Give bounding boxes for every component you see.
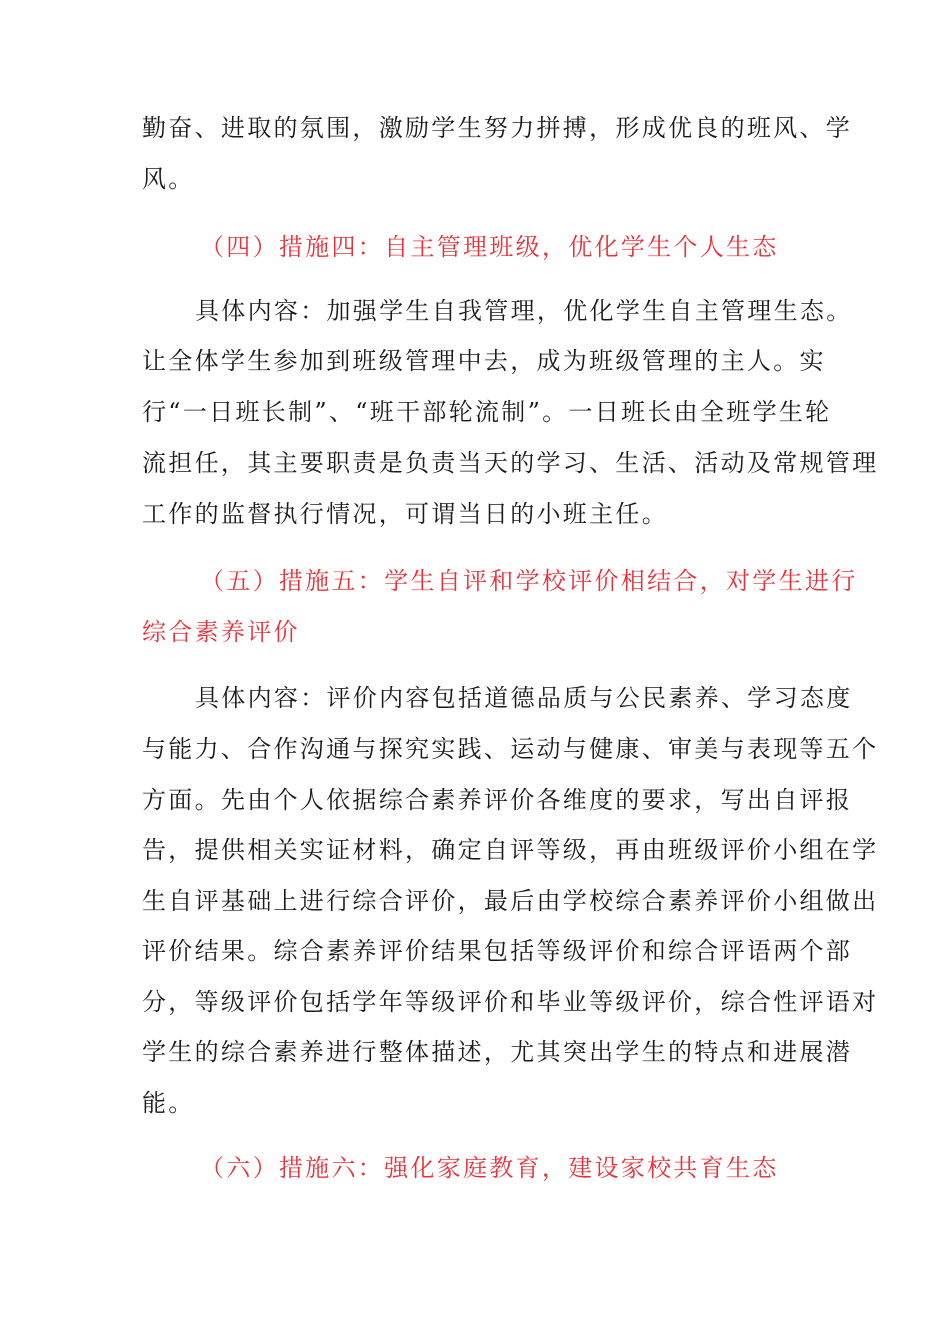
paragraph-line: 行“一日班长制”、“班干部轮流制”。一日班长由全班学生轮 (142, 398, 832, 426)
paragraph-line: 学生的综合素养进行整体描述，尤其突出学生的特点和进展潜 (142, 1038, 853, 1066)
paragraph-line: 工作的监督执行情况，可谓当日的小班主任。 (142, 500, 668, 528)
paragraph-line: 让全体学生参加到班级管理中去，成为班级管理的主人。实 (142, 347, 826, 375)
paragraph-line: 生自评基础上进行综合评价，最后由学校综合素养评价小组做出 (142, 887, 879, 915)
paragraph-line: 具体内容：加强学生自我管理，优化学生自主管理生态。 (195, 297, 853, 325)
section-heading-5-cont: 综合素养评价 (142, 618, 300, 646)
paragraph-line: 流担任，其主要职责是负责当天的学习、生活、活动及常规管理 (142, 449, 879, 477)
section-heading-5: （五）措施五：学生自评和学校评价相结合，对学生进行 (200, 567, 858, 595)
paragraph-line: 与能力、合作沟通与探究实践、运动与健康、审美与表现等五个 (142, 735, 879, 763)
paragraph-line: 能。 (142, 1089, 195, 1117)
section-heading-4: （四）措施四：自主管理班级，优化学生个人生态 (200, 233, 779, 261)
section-heading-6: （六）措施六：强化家庭教育，建设家校共育生态 (200, 1154, 779, 1182)
paragraph-line: 评价结果。综合素养评价结果包括等级评价和综合评语两个部 (142, 937, 853, 965)
paragraph-line: 勤奋、进取的氛围，激励学生努力拼搏，形成优良的班风、学 (142, 114, 853, 142)
paragraph-line: 告，提供相关实证材料，确定自评等级，再由班级评价小组在学 (142, 836, 879, 864)
paragraph-line: 分，等级评价包括学年等级评价和毕业等级评价，综合性评语对 (142, 988, 879, 1016)
paragraph-line: 方面。先由个人依据综合素养评价各维度的要求，写出自评报 (142, 786, 853, 814)
paragraph-line: 风。 (142, 165, 195, 193)
paragraph-line: 具体内容：评价内容包括道德品质与公民素养、学习态度 (195, 684, 853, 712)
